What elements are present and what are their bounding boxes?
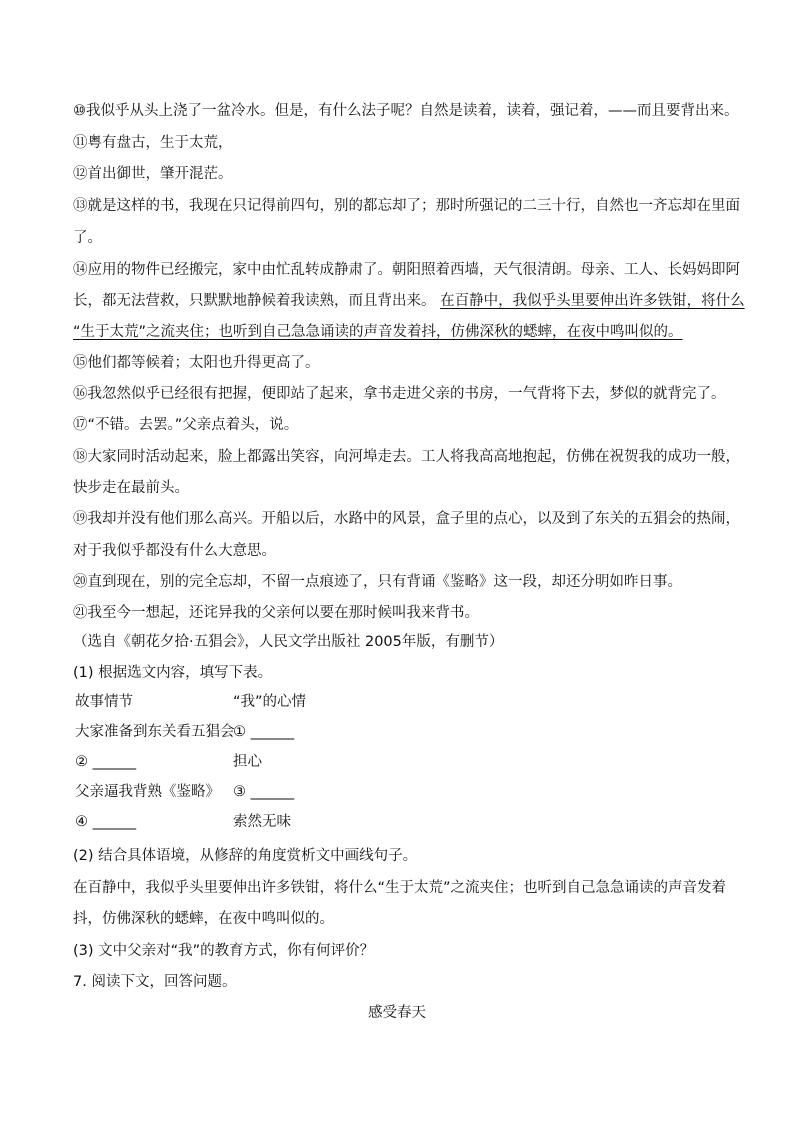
table-row-3-mood: ③ ______ [233,784,295,800]
table-row-1-mood: ① ______ [233,724,295,740]
source-citation: （选自《朝花夕拾·五猖会》，人民文学出版社 2005年版，有删节） [73,634,504,650]
paragraph-19-line-1: ⑲我却并没有他们那么高兴。开船以后，水路中的风景，盒子里的点心，以及到了东关的五猖会的热闹， [73,511,740,527]
table-header-event: 故事情节 [75,694,133,710]
table-row-3-event: 父亲逼我背熟《鉴略》 [75,784,220,800]
question-1: (1) 根据选文内容，填写下表。 [73,665,273,681]
table-row-1-event: 大家准备到东关看五猖会 [75,724,235,740]
paragraph-12: ⑫首出御世，肇开混茫。 [73,166,233,182]
paragraph-14-line-3 [73,322,733,342]
table-row-4-mood: 索然无味 [233,814,291,830]
table-row-2-mood: 担心 [233,754,262,770]
next-passage-title: 感受春天 [368,1005,426,1021]
paragraph-13-line-1: ⑬就是这样的书，我现在只记得前四句，别的都忘却了；那时所强记的二三十行，自然也一齐忘却在里面 [73,198,740,214]
underlined-sentence-part-2: “生于太荒”之流夹住；也听到自己急急诵读的声音发着抖，仿佛深秋的蟋蟀，在夜中鸣叫似的。 [73,324,683,340]
paragraph-10: ⑩我似乎从头上浇了一盆冷水。但是，有什么法子呢？自然是读着，读着，强记着，——而且要背出来。 [73,103,739,119]
paragraph-14-line-1: ⑭应用的物件已经搬完，家中由忙乱转成静肃了。朝阳照着西墙，天气很清朗。母亲、工人、长妈妈即阿 [73,262,740,278]
table-row-4-event: ④ ______ [75,814,137,830]
paragraph-13-line-2: 了。 [73,230,102,246]
paragraph-20: ⑳直到现在，别的完全忘却，不留一点痕迹了，只有背诵《鉴略》这一段，却还分明如昨日事。 [73,574,682,590]
paragraph-21: ㉑我至今一想起，还诧异我的父亲何以要在那时候叫我来背书。 [73,605,479,621]
next-question-instruction: 7. 阅读下文，回答问题。 [73,974,237,990]
question-2: (2) 结合具体语境，从修辞的角度赏析文中画线句子。 [73,848,418,864]
paragraph-18-line-1: ⑱大家同时活动起来，脸上都露出笑容，向河埠走去。工人将我高高地抱起，仿佛在祝贺我的成功一般， [73,449,740,465]
paragraph-14-plain-text: 长，都无法营救，只默默地静候着我读熟，而且背出来。 [73,293,436,309]
underlined-sentence-part-1: 在百静中，我似乎头里要伸出许多铁钳，将什么 [440,293,745,309]
paragraph-14-line-2 [73,291,745,311]
table-row-2-event: ② ______ [75,754,137,770]
paragraph-19-line-2: 对于我似乎都没有什么大意思。 [73,543,276,559]
paragraph-17: ⑰“不错。去罢。”父亲点着头，说。 [73,417,299,433]
table-header-mood: “我”的心情 [233,694,307,710]
paragraph-18-line-2: 快步走在最前头。 [73,480,189,496]
question-2-quote-line-2: 抖，仿佛深秋的蟋蟀，在夜中鸣叫似的。 [73,911,334,927]
paragraph-11: ⑪粤有盘古，生于太荒， [73,135,233,151]
paragraph-16: ⑯我忽然似乎已经很有把握，便即站了起来，拿书走进父亲的书房，一气背将下去，梦似的就背完了。 [73,386,726,402]
question-3: (3) 文中父亲对“我”的教育方式，你有何评价？ [73,943,375,959]
question-2-quote-line-1: 在百静中，我似乎头里要伸出许多铁钳，将什么“生于太荒”之流夹住；也听到自己急急诵读的声音发着 [73,880,727,896]
paragraph-15: ⑮他们都等候着；太阳也升得更高了。 [73,355,320,371]
